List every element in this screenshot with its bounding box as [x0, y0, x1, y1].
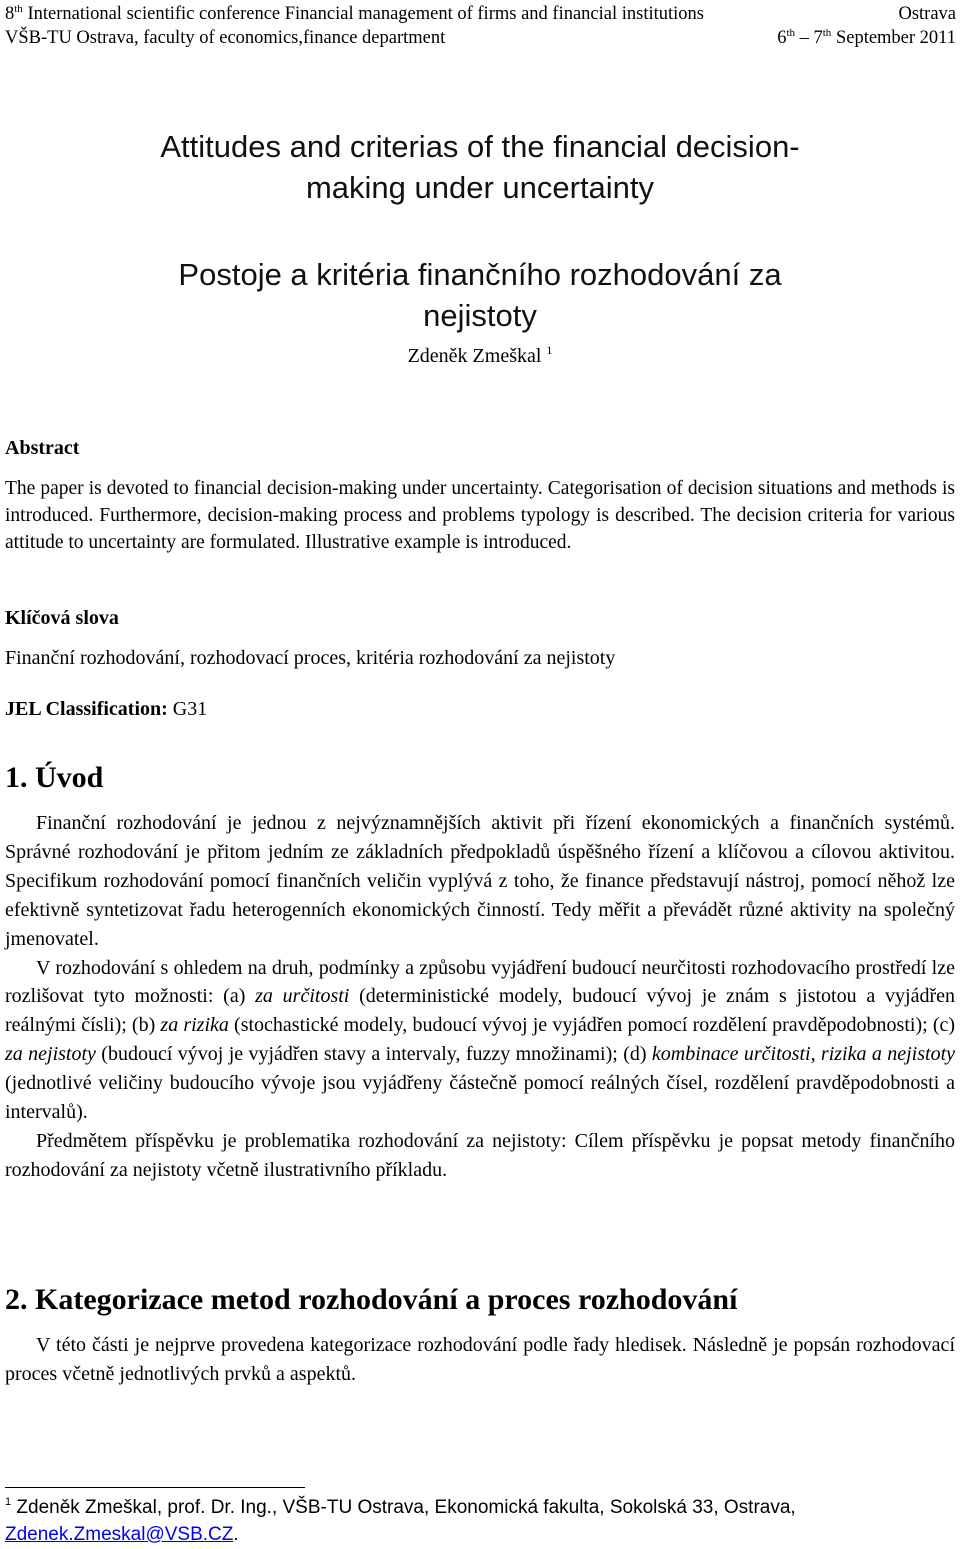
date-day-start: 6 — [777, 28, 787, 48]
date-suffix-2: th — [822, 27, 832, 39]
footnote-text: Zdeněk Zmeškal, prof. Dr. Ing., VŠB-TU Ostrava, Ekonomická fakulta, Sokolská 33, Ostrava, — [11, 1497, 796, 1518]
keywords-text: Finanční rozhodování, rozhodovací proces, kritéria rozhodování za nejistoty — [5, 647, 616, 669]
conference-date — [777, 27, 956, 49]
conference-ordinal-suffix: th — [14, 3, 23, 15]
conference-name — [5, 3, 704, 25]
conference-city: Ostrava — [898, 4, 956, 24]
date-day-end: – 7 — [795, 28, 823, 48]
paper-title-czech — [0, 254, 960, 336]
conference-host: VŠB-TU Ostrava, faculty of economics,finance department — [5, 28, 446, 48]
paragraph-run: V rozhodování s ohledem na druh, podmínky a způsobu vyjádření budoucí neurčitosti rozhodovacího prostředí lze rozlišovat tyto možnosti: (a) — [5, 956, 955, 1008]
paragraph-run: (deterministické modely, budoucí vývoj je znám s jistotou a vyjádřen reálnými čísli); (b) — [5, 985, 955, 1037]
jel-classification — [5, 697, 955, 721]
paper-title-english — [0, 126, 960, 208]
abstract-text: The paper is devoted to financial decision-making under uncertainty. Categorisation of decision situations and methods is introduced. Furthermore, decision-making process and problems typology is described. The decision criteria for various attitude to uncertainty are formulated. Illustrative example is introduced. — [5, 478, 955, 554]
section-2-heading: 2. Kategorizace metod rozhodování a proces rozhodování — [5, 1283, 738, 1316]
title-english-line-2: making under uncertainty — [305, 170, 655, 205]
running-header-line-1 — [5, 3, 956, 25]
italic-term: za rizika — [160, 1014, 229, 1037]
abstract-heading: Abstract — [5, 437, 80, 459]
author-footnote-mark: 1 — [546, 343, 553, 357]
paragraph-run: (budoucí vývoj je vyjádřen stavy a intervaly, fuzzy množinami); (d) — [95, 1043, 652, 1066]
title-czech-line-2: nejistoty — [423, 298, 537, 333]
title-english-line-1: Attitudes and criterias of the financial decision- — [160, 129, 800, 164]
paragraph-run: (jednotlivé veličiny budoucího vývoje jsou vyjádřeny částečně pomocí reálných čísel, rozdělení pravděpodobnosti a intervalů). — [5, 1072, 955, 1124]
author-line — [0, 344, 960, 368]
keywords-heading: Klíčová slova — [5, 607, 119, 629]
footnote-trailing-period: . — [233, 1524, 239, 1545]
conference-title: International scientific conference Financial management of firms and financial institutions — [22, 4, 704, 24]
italic-term: za nejistoty — [5, 1043, 96, 1066]
section-1-body — [5, 809, 955, 1185]
footnote — [5, 1494, 955, 1548]
footnote-mark: 1 — [5, 1496, 12, 1508]
section-1-heading: 1. Úvod — [5, 761, 104, 794]
section-1-paragraph-1: Finanční rozhodování je jednou z nejvýznamnějších aktivit při řízení ekonomických a finančních systémů. Správné rozhodování je přitom jedním ze základních předpokladů úspěšného řízení a klíčovou a cílovou aktivitou. Specifikum rozhodování pomocí finančních veličin vyplývá z toho, že finance představují nástroj, pomocí něhož lze efektivně syntetizovat řadu heterogenních ekonomických činností. Tedy měřit a převádět různé aktivity na společný jmenovatel. — [5, 812, 955, 950]
paragraph-run: (stochastické modely, budoucí vývoj je vyjádřen pomocí rozdělení pravděpodobnosti); (c) — [228, 1014, 956, 1037]
running-header-line-2 — [5, 27, 956, 49]
section-1-paragraph-3: Předmětem příspěvku je problematika rozhodování za nejistoty: Cílem příspěvku je popsat metody finančního rozhodování za nejistoty včetně ilustrativního příkladu. — [5, 1129, 955, 1181]
footnote-separator — [5, 1487, 305, 1488]
italic-term: za určitosti — [255, 985, 350, 1008]
section-2-body — [5, 1331, 955, 1389]
date-suffix-1: th — [786, 27, 795, 39]
italic-term: kombinace určitosti, rizika a nejistoty — [651, 1043, 955, 1066]
author-email-link[interactable]: Zdenek.Zmeskal@VSB.CZ — [5, 1524, 234, 1545]
section-2-paragraph-1: V této části je nejprve provedena kategorizace rozhodování podle řady hledisek. Následně je popsán rozhodovací proces včetně jednotlivých prvků a aspektů. — [5, 1334, 955, 1385]
jel-label: JEL Classification: — [5, 698, 168, 720]
conference-ordinal: 8 — [5, 4, 15, 24]
jel-value: G31 — [167, 698, 208, 720]
title-czech-line-1: Postoje a kritéria finančního rozhodování za — [178, 257, 782, 292]
date-month-year: September 2011 — [831, 28, 956, 48]
author-name: Zdeněk Zmeškal — [407, 345, 547, 367]
section-1-paragraph-2 — [5, 954, 955, 1127]
